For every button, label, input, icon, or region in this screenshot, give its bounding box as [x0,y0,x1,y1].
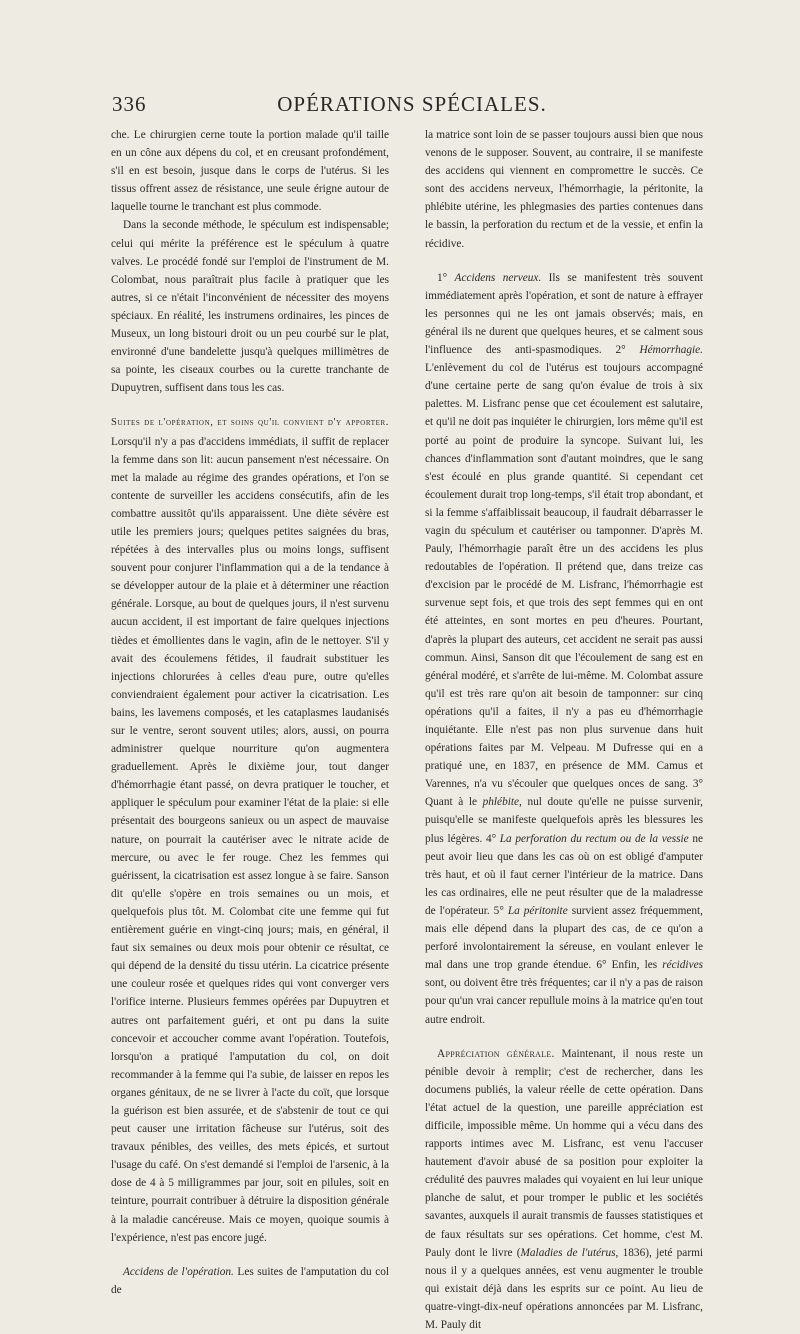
italic-run: Maladies de l'utérus [520,1246,616,1259]
paragraph: la matrice sont loin de se passer toujours aussi bien que nous venons de le supposer. Souvent, au contraire, il se manifeste des accidens qui viennent en compromettre le succès. Ce sont des accidens nerveux, l'hémorrhagie, la péritonite, la phlébite utérine, les phlegmasies des parties contenues dans le bassin, la perforation du rectum et de la vessie, et enfin la récidive. [425,129,703,250]
paragraph [425,269,703,1029]
text-run: ne peut avoir lieu que dans les cas où on est obligé d'amputer très haut, et où il faut cerner l'intérieur de la matrice. Dans les cas ordinaires, elle ne peut résulter que de la maladresse de l'opérateur. 5° [425,832,703,917]
italic-run: Accidens nerveux. [454,271,542,284]
paragraph-text: Les suites de l'amputation du col de [111,1265,389,1296]
text-run: 1° [437,271,455,284]
page-header [112,92,712,122]
page-number: 336 [112,92,147,116]
right-column [425,126,703,1334]
text-run: , 1836), jeté parmi nous il y a quelques années, est venu augmenter le trouble qui existait déjà dans les esprits sur ce point. Au lieu de quatre-vingt-dix-neuf opérations annoncées par M. Lisfranc, M. Pauly dit [425,1246,704,1331]
paragraph: che. Le chirurgien cerne toute la portion malade qu'il taille en un cône aux dépens du col, et en creusant profondément, s'il en est besoin, jusque dans le corps de l'utérus. Si les tissus offrent assez de résistance, une seule érigne autour de laquelle tourne le tranchant est plus commode. [111,129,389,214]
section-paragraph [111,1263,389,1299]
section-heading-italic: Accidens de l'opération. [123,1265,234,1278]
italic-run: La perforation du rectum ou de la vessie [499,832,689,845]
paragraph-text: Lorsqu'il n'y a pas d'accidens immédiats, il suffit de replacer la femme dans son lit: aucun pansement n'est nécessaire. On met la malade au régime des grandes opérations, et l'on se contente de surveiller les accidens consécutifs, afin de les combattre aussitôt qu'ils apparaissent. Une diète sévère est utile les premiers jours; quelques petites saignées du bras, répétées à des intervalles plus ou moins longs, suffisent souvent pour conjurer l'inflammation qui a de la tendance à se développer autour de la plaie et à déterminer une réaction générale. Lorsque, au bout de quelques jours, il n'est survenu aucun accident, il est important de faire quelques injections tièdes et émollientes dans le vagin, afin de le nettoyer. S'il y avait des écoulemens fétides, il faudrait substituer les injections chlorurées à celles d'eau pure, outre qu'elles conviendraient également pour activer la cicatrisation. Les bains, les lavemens composés, et les cataplasmes laudanisés sur le ventre, seront souvent utiles; alors, aussi, on pourra administrer quelque nourriture qu'on augmentera graduellement. Après le dixième jour, tout danger d'hémorrhagie étant passé, on devra pratiquer le toucher, et appliquer le spéculum pour examiner l'état de la plaie: si elle présentait des bourgeons sanieux ou un aspect de mauvaise nature, on pourrait la cautériser avec le nitrate acide de mercure, ou avec le fer rouge. Chez les femmes qui guérissent, la cicatrisation est assez longue à se faire. Sanson dit qu'elle s'opère en trois semaines ou un mois, et quelquefois plus tôt. M. Colombat cite une femme qui fut entièrement guérie en vingt-cinq jours; mais, en général, il faut six semaines ou deux mois pour obtenir ce résultat, ce qui dépend de la densité du tissu utérin. La cicatrice présente une couleur rosée et quelques rides qui vont converger vers l'orifice interne. Plusieurs femmes opérées par Dupuytren et autres ont parfaitement guéri, et ont pu dans la suite concevoir et accoucher comme avant l'opération. Toutefois, lorsqu'on a pratiqué l'amputation du col, on doit recommander à la femme qui l'a subie, de laisser en repos les organes génitaux, de ne se livrer à l'acte du coït, que lorsque la guérison est bien assurée, et de s'abstenir de tout ce qui peut causer une irritation fâcheuse sur l'utérus, soit des travaux pénibles, des veilles, des mets épicés, et surtout l'usage du café. On s'est demandé si l'emploi de l'arsenic, à la dose de 4 à 5 milligrammes par jour, soit en pilules, soit en teinture, pourrait contribuer à détruire la disposition générale à la maladie cancéreuse. Mais ce moyen, quoique soumis à l'expérience, n'est pas encore jugé. [111,435,389,1244]
text-run: Ils se manifestent très souvent immédiatement après l'opération, et sont de nature à effrayer les personnes qui ne les ont jamais observés; mais, en général ils ne durent que quelques heures, et se calment sous l'influence des anti-spasmodiques. 2° [425,271,703,357]
text-run: L'enlèvement du col de l'utérus est toujours accompagné d'une certaine perte de sang qu'on évalue de trois à six palettes. M. Lisfranc pense que cet écoulement est salutaire, et qu'il ne doit pas inquiéter le chirurgien, lors même qu'il est porté au point de produire la syncope. Suivant lui, les chances d'inflammation sont d'autant moindres, que le sang s'est écoulé en plus grande quantité. Si cependant cet écoulement durait trop long-temps, s'il était trop abondant, et si la femme s'affaiblissait beaucoup, il faudrait débarrasser le vagin du spéculum et cautériser ou tamponner. D'après M. Pauly, l'hémorrhagie paraît être un des accidens les plus redoutables de l'opération. Il prétend que, dans treize cas d'excision par le procédé de M. Lisfranc, l'hémorrhagie est survenue sept fois, et que trois des sept femmes qui en ont été atteintes, en sont mortes en peu d'heures. Pourtant, d'après la plupart des auteurs, cet accident ne serait pas aussi commun. Ainsi, Sanson dit que l'écoulement de sang est en général modéré, et s'arrête de lui-même. M. Colombat assure qu'il est très rare qu'on ait besoin de tamponner: sur cinq opérations qu'il a faites, il n'y a pas eu d'hémorrhagie inquiétante. Elle n'est pas non plus survenue dans huit opérations faites par M. Velpeau. M Dufresse qui en a pratiqué une, en 1837, en présence de MM. Camus et Varennes, n'a vu s'écouler que quelques onces de sang. 3° Quant à le [425,362,703,809]
paragraph: Dans la seconde méthode, le spéculum est indispensable; celui qui mérite la préférence est le spéculum à quatre valves. Le procédé fondé sur l'emploi de l'instrument de M. Colombat, nous paraîtrait plus facile à pratiquer que les autres, si ce n'était l'inconvénient de nécessiter des moyens spéciaux. En réalité, les instrumens ordinaires, les pinces de Museux, un long bistouri droit ou un peu courbé sur le plat, environné d'une bandelette jusqu'à quelques millimètres de sa pointe, les ciseaux courbes ou la curette tranchante de Dupuytren, suffisent dans tous les cas. [111,219,389,395]
italic-run: récidives [662,959,703,972]
text-run: , nul doute qu'elle ne puisse survenir, puisqu'elle se manifeste quelquefois après les blessures les plus légères. 4° [425,796,703,845]
text-run: survient assez fréquemment, mais elle dépend dans la plupart des cas, de ce qu'on a perforé involontairement la séreuse, en voulant enlever le mal dans une trop grande étendue. 6° Enfin, les [425,904,703,972]
left-column [111,126,389,1299]
italic-run: phlébite [482,796,520,809]
section-heading: Suites de l'opération, et soins qu'il convient d'y apporter. [111,417,389,429]
italic-run: Hémorrhagie. [639,344,703,357]
section-paragraph [111,413,389,1246]
section-paragraph [425,1045,703,1334]
text-run: Maintenant, il nous reste un pénible devoir à remplir; c'est de rechercher, dans les documens publiés, la valeur réelle de cette opération. Dans l'état actuel de la question, une pareille appréciation est difficile, impossible même. Un homme qui a vécu dans des rapports intimes avec M. Lisfranc, est venu l'accuser hautement d'avoir abusé de sa position pour exploiter la crédulité des pauvres malades qui voyaient en lui leur unique planche de salut, et pour tromper le public et les sociétés savantes, auxquels il aurait transmis de fausses statistiques et de faux résultats sur ses opérations. Cet homme, c'est M. Pauly dont le livre ( [425,1047,703,1259]
running-title: OPÉRATIONS SPÉCIALES. [277,92,547,116]
section-heading: Appréciation générale. [437,1047,555,1060]
text-run: sont, ou doivent être très fréquentes; car il n'y a pas de raison pour qu'un vrai cancer repullule moins à la matrice qu'en tout autre endroit. [425,977,703,1026]
italic-run: La péritonite [507,904,568,917]
